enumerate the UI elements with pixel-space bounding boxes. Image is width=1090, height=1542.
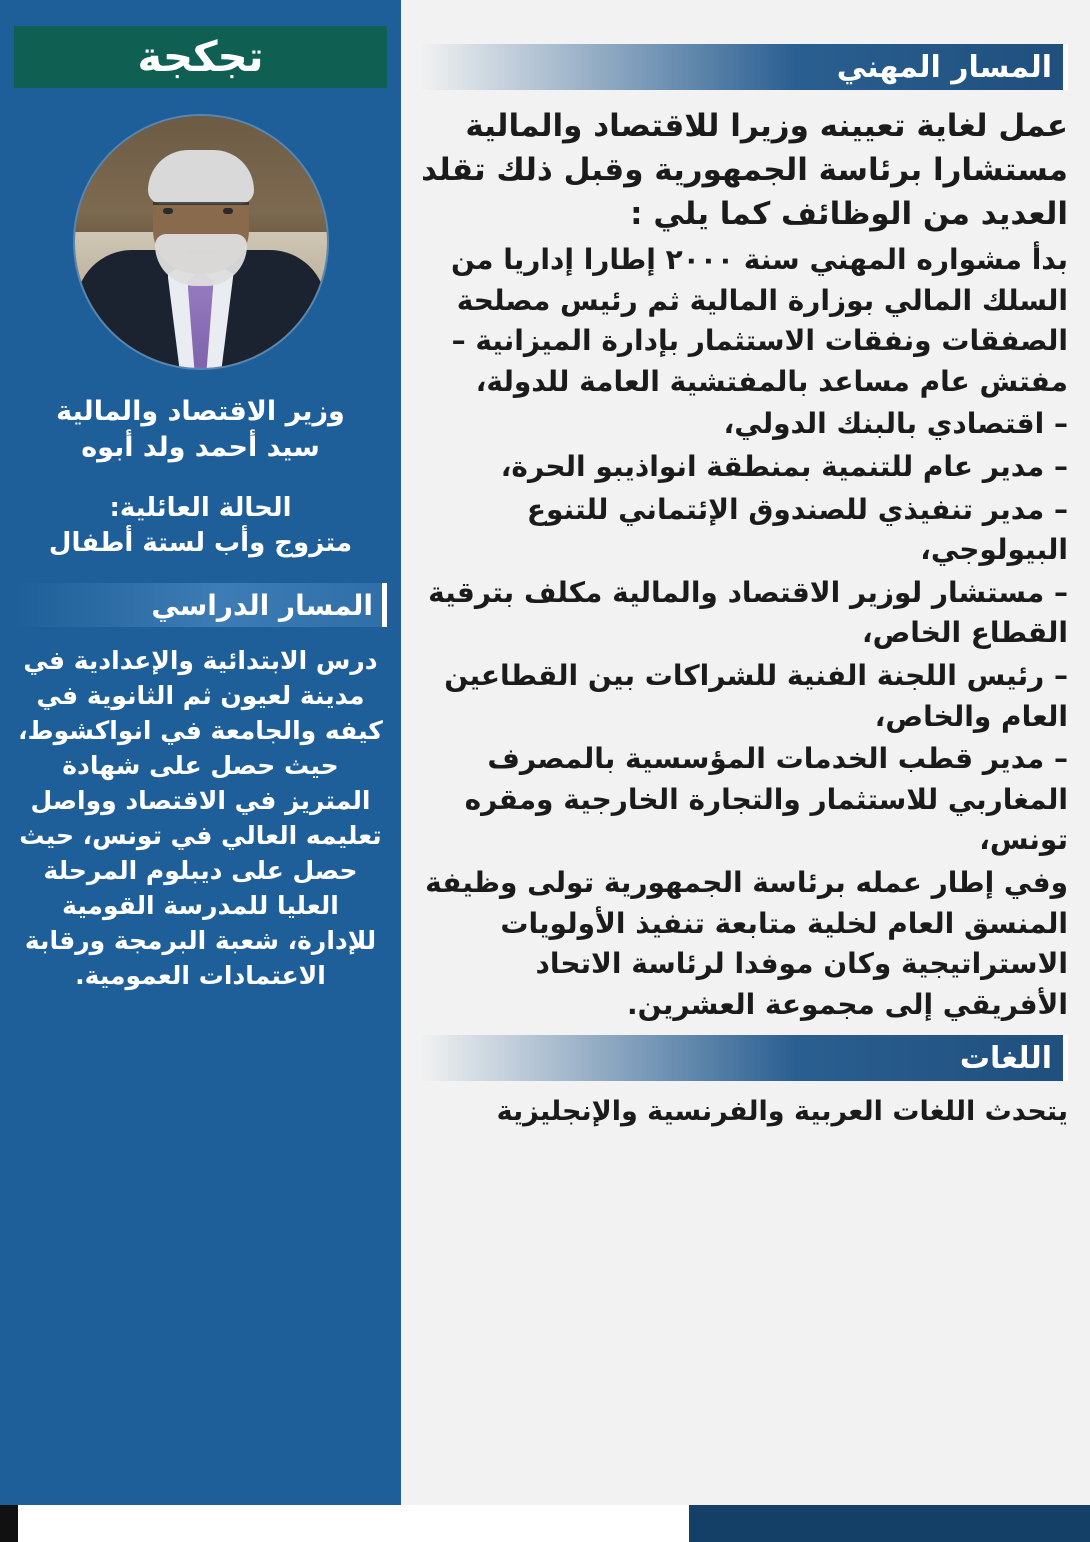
person-name: سيد أحمد ولد أبوه bbox=[81, 432, 320, 464]
family-status-value: متزوج وأب لستة أطفال bbox=[48, 527, 353, 558]
bottom-strip bbox=[0, 1505, 1090, 1542]
education-text: درس الابتدائية والإعدادية في مدينة لعيون ثم الثانوية في كيفه والجامعة في انواكشوط، حيث حصل على شهادة المتريز في الاقتصاد وواصل تعليمه العالي في تونس، حيث حصل على ديبلوم المرحلة العليا للمدرسة القومية للإدارة، شعبة البرمجة ورقابة الاعتمادات العمومية. bbox=[18, 646, 383, 991]
education-section-title: المسار الدراسي bbox=[151, 588, 373, 622]
career-paragraph: – اقتصادي بالبنك الدولي، bbox=[723, 407, 1068, 441]
family-status-label: الحالة العائلية: bbox=[109, 492, 292, 523]
career-body bbox=[419, 240, 1068, 1025]
career-paragraph: – رئيس اللجنة الفنية للشراكات بين القطاعين العام والخاص، bbox=[444, 658, 1068, 733]
career-paragraph: – مدير قطب الخدمات المؤسسية بالمصرف المغاربي للاستثمار والتجارة الخارجية ومقره تونس، bbox=[464, 742, 1068, 857]
bottom-right-bar bbox=[689, 1505, 1090, 1542]
avatar-glasses bbox=[153, 202, 249, 227]
languages-section-banner bbox=[419, 1035, 1068, 1081]
banner-accent-bar bbox=[1063, 44, 1068, 90]
person-role-line1: وزير الاقتصاد والمالية bbox=[56, 396, 345, 427]
career-paragraph: – مستشار لوزير الاقتصاد والمالية مكلف بترقية القطاع الخاص، bbox=[428, 575, 1068, 650]
profile-column bbox=[0, 0, 401, 1505]
career-paragraph: بدأ مشواره المهني سنة ٢٠٠٠ إطارا إداريا من السلك المالي بوزارة المالية ثم رئيس مصلحة الصفقات ونفقات الاستثمار بإدارة الميزانية – مفتش عام مساعد بالمفتشية العامة للدولة، bbox=[450, 243, 1068, 398]
career-column bbox=[401, 0, 1090, 1505]
career-paragraph: وفي إطار عمله برئاسة الجمهورية تولى وظيفة المنسق العام لخلية متابعة تنفيذ الأولويات الاستراتيجية وكان موفدا لرئاسة الاتحاد الأفريقي إلى مجموعة العشرين. bbox=[425, 865, 1068, 1021]
languages-section-title: اللغات bbox=[959, 1040, 1052, 1076]
avatar-hair bbox=[148, 150, 254, 204]
avatar-eye-right bbox=[223, 208, 233, 214]
page-title: تجكجة bbox=[137, 32, 264, 81]
career-paragraph: – مدير تنفيذي للصندوق الإئتماني للتنوع البيولوجي، bbox=[526, 492, 1068, 567]
banner-accent-bar bbox=[1063, 1035, 1068, 1081]
page-title-banner bbox=[14, 26, 387, 88]
languages-text: يتحدث اللغات العربية والفرنسية والإنجليزية bbox=[496, 1096, 1068, 1128]
avatar bbox=[75, 116, 327, 368]
education-section-banner bbox=[14, 583, 387, 627]
bottom-left-marker bbox=[0, 1505, 18, 1542]
person-role bbox=[18, 394, 383, 467]
avatar-eye-left bbox=[163, 208, 173, 214]
family-status bbox=[18, 491, 383, 561]
career-lead-text: عمل لغاية تعيينه وزيرا للاقتصاد والمالية مستشارا برئاسة الجمهورية وقبل ذلك تقلد العديد من الوظائف كما يلي : bbox=[421, 108, 1068, 233]
banner-accent-bar bbox=[382, 583, 387, 627]
career-section-title: المسار المهني bbox=[836, 49, 1052, 85]
career-section-banner bbox=[419, 44, 1068, 90]
career-paragraph: – مدير عام للتنمية بمنطقة انواذيبو الحرة، bbox=[500, 450, 1068, 484]
